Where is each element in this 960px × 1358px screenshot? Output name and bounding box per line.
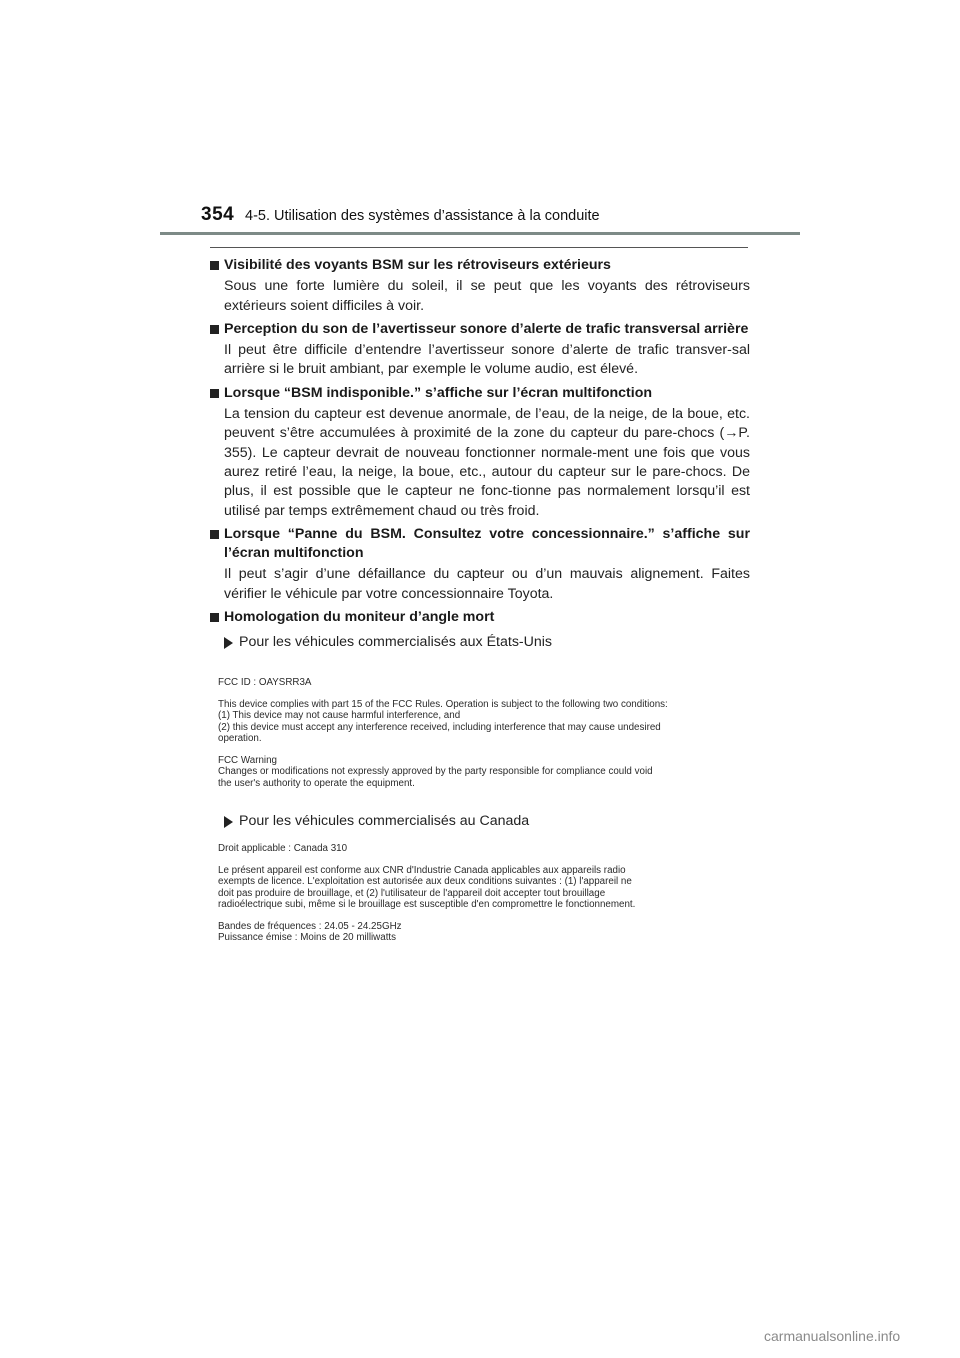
section-heading: Visibilité des voyants BSM sur les rétroviseurs extérieurs — [210, 256, 750, 275]
section-body: Il peut être difficile d’entendre l’avertisseur sonore d’alerte de trafic transver-sal arrière si le bruit ambiant, par exemple le volume audio, est élevé. — [224, 342, 750, 378]
canada-bands: Bandes de fréquences : 24.05 - 24.25GHz — [218, 920, 402, 932]
section-heading: Homologation du moniteur d’angle mort — [210, 608, 750, 627]
fcc-id: FCC ID : OAYSRR3A — [218, 677, 312, 688]
watermark[interactable]: carmanualsonline.info — [764, 1328, 901, 1344]
section-body: Sous une forte lumière du soleil, il se peut que les voyants des rétroviseurs extérieurs soient difficiles à voir. — [224, 278, 750, 314]
fcc-warning-line: the user's authority to operate the equipment. — [218, 777, 415, 789]
section-heading: Lorsque “Panne du BSM. Consultez votre concessionnaire.” s’affiche sur l’écran multifonction — [210, 525, 750, 564]
triangle-bullet-icon — [224, 816, 233, 828]
section-bsm-visibility — [210, 256, 750, 316]
fcc-line: operation. — [218, 733, 262, 744]
page-number: 354 — [201, 204, 235, 225]
section-heading: Lorsque “BSM indisponible.” s’affiche sur l’écran multifonction — [210, 384, 750, 403]
section-bsm-unavailable — [210, 384, 750, 521]
fcc-line: This device complies with part 15 of the FCC Rules. Operation is subject to the following two conditions: — [218, 698, 668, 710]
page-content — [210, 256, 750, 657]
header-rule — [160, 232, 800, 235]
canada-line: doit pas produire de brouillage, et (2) l'utilisateur de l'appareil doit accepter tout brouillage — [218, 887, 606, 899]
fcc-warning-line: Changes or modifications not expressly approved by the party responsible for compliance could void — [218, 766, 653, 777]
square-bullet-icon — [210, 389, 219, 398]
canada-notice — [218, 843, 688, 944]
fcc-warning-title: FCC Warning — [218, 754, 277, 766]
section-bsm-malfunction — [210, 525, 750, 604]
content-rule — [210, 247, 748, 248]
square-bullet-icon — [210, 261, 219, 270]
canada-law: Droit applicable : Canada 310 — [218, 843, 348, 854]
fcc-line: (1) This device may not cause harmful interference, and — [218, 710, 461, 721]
section-rcta-sound — [210, 320, 750, 380]
fcc-notice — [218, 677, 688, 789]
section-heading: Perception du son de l’avertisseur sonore d’alerte de trafic transversal arrière — [210, 320, 750, 339]
section-body: La tension du capteur est devenue anormale, de l’eau, de la neige, de la boue, etc. peuvent s’être accumulées à proximité de la zone du capteur du pare-chocs (→P. 355). Le capteur devrait de nouveau fonctionner normale-ment une fois que vous aurez retiré l’eau, la neige, la boue, etc., autour du capteur sur le pare-chocs. De plus, il est possible que le capteur ne fonc-tionne pas normalement lorsqu’il est utilisé par temps extrêmement chaud ou très froid. — [224, 406, 750, 519]
canada-line: Le présent appareil est conforme aux CNR d'Industrie Canada applicables aux appareils radio — [218, 864, 626, 876]
triangle-bullet-icon — [224, 637, 233, 649]
square-bullet-icon — [210, 530, 219, 539]
canada-power: Puissance émise : Moins de 20 milliwatts — [218, 932, 397, 943]
canada-line: radioélectrique subi, même si le brouillage est susceptible d'en compromettre le fonctionnement. — [218, 899, 636, 910]
square-bullet-icon — [210, 613, 219, 622]
section-body: Il peut s’agir d’une défaillance du capteur ou d’un mauvais alignement. Faites vérifier le véhicule par votre concessionnaire Toyota. — [224, 566, 750, 602]
square-bullet-icon — [210, 325, 219, 334]
section-certification — [210, 608, 750, 653]
canada-line: exempts de licence. L'exploitation est autorisée aux deux conditions suivantes : (1) l'appareil ne — [218, 876, 632, 887]
us-vehicles-item: Pour les véhicules commercialisés aux États-Unis — [224, 633, 750, 652]
fcc-line: (2) this device must accept any interference received, including interference that may cause undesired — [218, 721, 661, 733]
chapter-title: 4-5. Utilisation des systèmes d’assistance à la conduite — [245, 208, 600, 224]
canada-vehicles-item: Pour les véhicules commercialisés au Canada — [224, 812, 529, 831]
page-header — [0, 0, 960, 240]
